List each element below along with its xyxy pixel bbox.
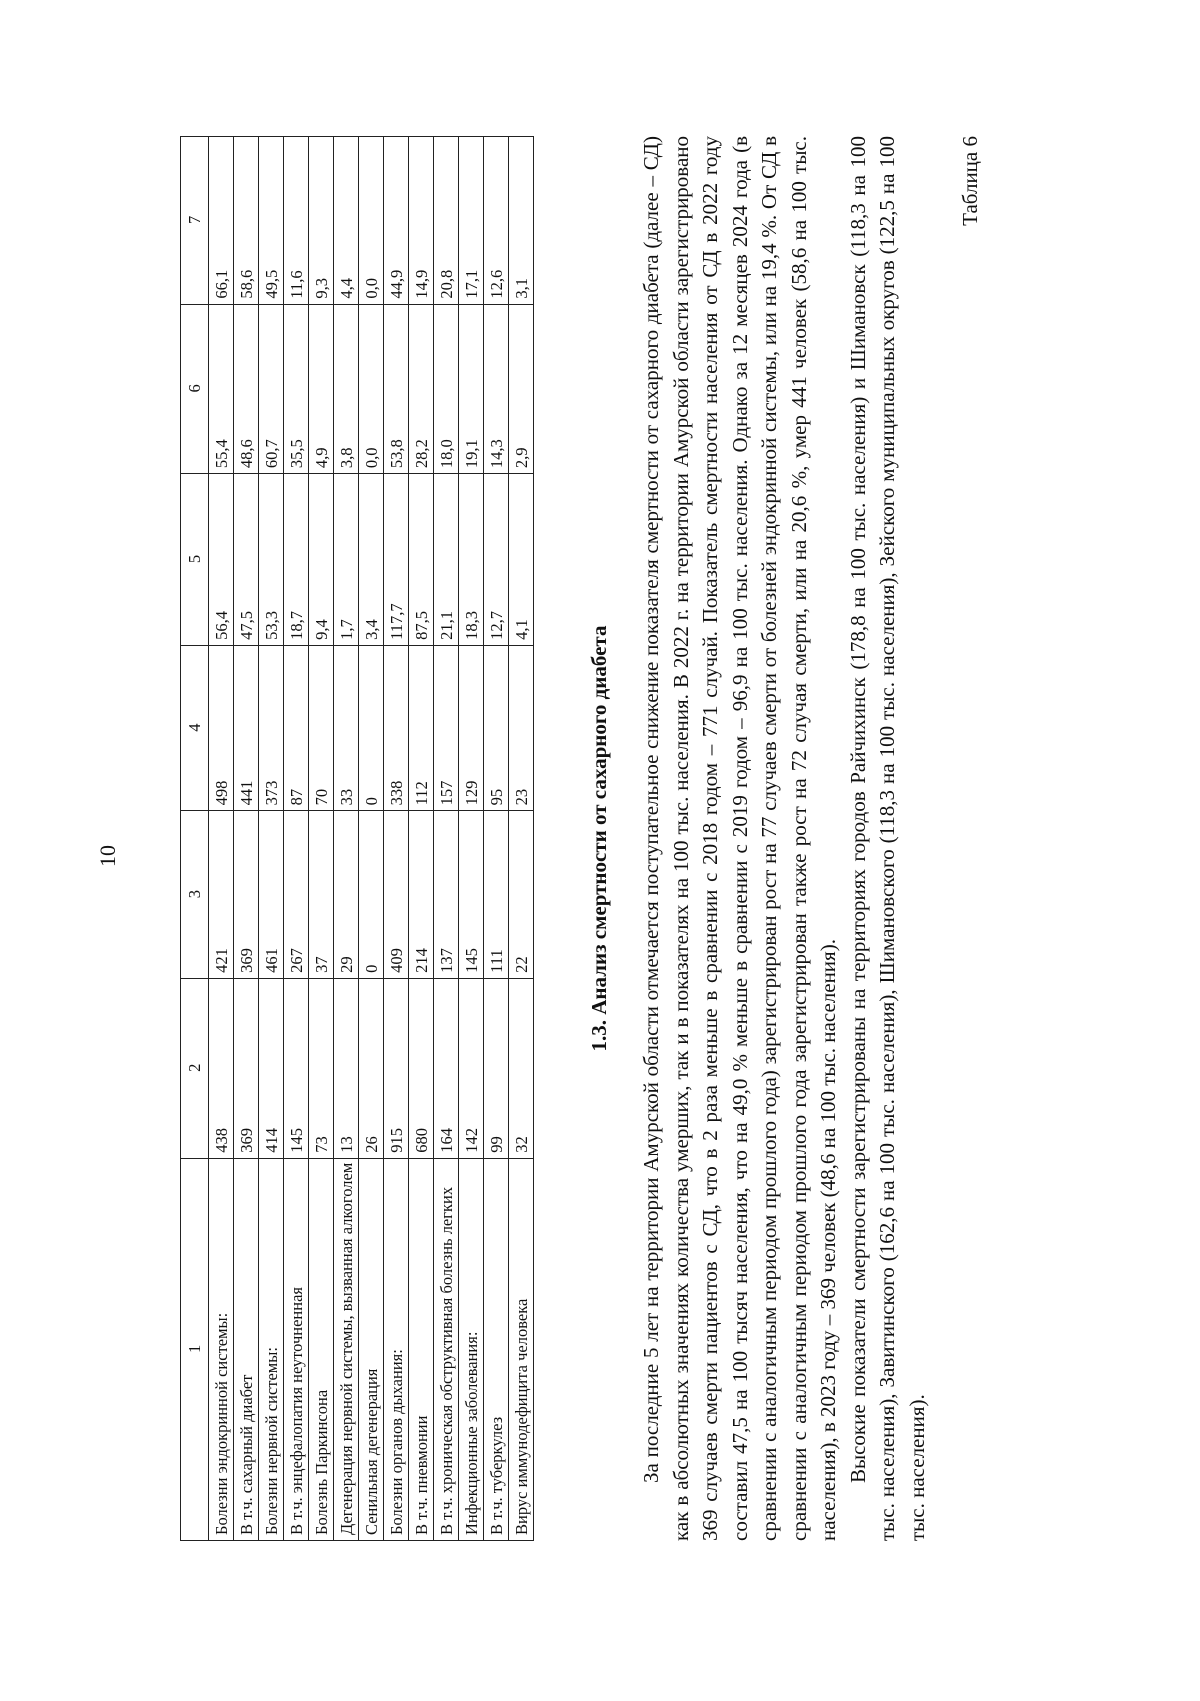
value-cell: 4,9 xyxy=(309,304,334,474)
value-cell: 44,9 xyxy=(384,137,409,305)
table-row xyxy=(484,137,509,1541)
value-cell: 267 xyxy=(284,811,309,978)
value-cell: 9,4 xyxy=(309,474,334,646)
value-cell: 461 xyxy=(259,811,284,978)
value-cell: 117,7 xyxy=(384,474,409,646)
value-cell: 373 xyxy=(259,645,284,811)
row-label-cell: В т.ч. хроническая обструктивная болезнь легких xyxy=(434,1158,459,1540)
value-cell: 164 xyxy=(434,978,459,1158)
row-label-cell: Вирус иммунодефицита человека xyxy=(509,1158,534,1540)
value-cell: 14,3 xyxy=(484,304,509,474)
value-cell: 55,4 xyxy=(209,304,234,474)
value-cell: 66,1 xyxy=(209,137,234,305)
value-cell: 142 xyxy=(459,978,484,1158)
value-cell: 157 xyxy=(434,645,459,811)
value-cell: 498 xyxy=(209,645,234,811)
column-header: 1 xyxy=(181,1158,209,1540)
value-cell: 0,0 xyxy=(359,137,384,305)
value-cell: 47,5 xyxy=(234,474,259,646)
paragraph: Высокие показатели смертности зарегистрированы на территориях городов Райчихинск (178,8 на 100 тыс. населения) и Шимановск (118,3 на 100 тыс. населения), Завитинского (162,6 на 100 тыс. населения), Шимановского (118,3 на 100 тыс. населения), Зейского муниципальных округов (122,5 на 100 тыс. населения). xyxy=(845,136,929,1541)
value-cell: 9,3 xyxy=(309,137,334,305)
value-cell: 35,5 xyxy=(284,304,309,474)
value-cell: 28,2 xyxy=(409,304,434,474)
value-cell: 17,1 xyxy=(459,137,484,305)
value-cell: 18,7 xyxy=(284,474,309,646)
body-text xyxy=(637,136,932,1541)
paragraph: За последние 5 лет на территории Амурской области отмечается поступательное снижение показателя смертности от сахарного диабета (далее – СД) как в абсолютных значениях количества умерших, так и в показателях на 100 тыс. населения. В 2022 г. на территории Амурской области зарегистрировано 369 случаев смерти пациентов с СД, что в 2 раза меньше в сравнении с 2018 годом – 771 случай. Показатель смертности населения от СД в 2022 году составил 47,5 на 100 тысяч населения, что на 49,0 % меньше в сравнении с 2019 годом – 96,9 на 100 тыс. населения. Однако за 12 месяцев 2024 года (в сравнении с аналогичным периодом прошлого года) зарегистрирован рост на 77 случаев смерти от болезней эндокринной системы, или на 19,4 %. От СД в сравнении с аналогичным периодом прошлого года зарегистрирован также рост на 72 случая смерти, или на 20,6 %, умер 441 человек (58,6 на 100 тыс. населения), в 2023 году – 369 человек (48,6 на 100 тыс. населения). xyxy=(639,136,840,1541)
mortality-table xyxy=(180,136,534,1541)
value-cell: 58,6 xyxy=(234,137,259,305)
value-cell: 409 xyxy=(384,811,409,978)
value-cell: 11,6 xyxy=(284,137,309,305)
table-row xyxy=(259,137,284,1541)
value-cell: 441 xyxy=(234,645,259,811)
table-header-row xyxy=(181,137,209,1541)
row-label-cell: В т.ч. туберкулез xyxy=(484,1158,509,1540)
value-cell: 21,1 xyxy=(434,474,459,646)
value-cell: 438 xyxy=(209,978,234,1158)
value-cell: 0 xyxy=(359,645,384,811)
table-row xyxy=(459,137,484,1541)
value-cell: 53,3 xyxy=(259,474,284,646)
value-cell: 99 xyxy=(484,978,509,1158)
table-body xyxy=(209,137,534,1541)
value-cell: 145 xyxy=(284,978,309,1158)
row-label-cell: Болезнь Паркинсона xyxy=(309,1158,334,1540)
value-cell: 87,5 xyxy=(409,474,434,646)
value-cell: 129 xyxy=(459,645,484,811)
row-label-cell: В т.ч. энцефалопатия неуточненная xyxy=(284,1158,309,1540)
value-cell: 20,8 xyxy=(434,137,459,305)
row-label-cell: Дегенерация нервной системы, вызванная алкоголем xyxy=(334,1158,359,1540)
table-row xyxy=(284,137,309,1541)
value-cell: 111 xyxy=(484,811,509,978)
row-label-cell: Болезни эндокринной системы: xyxy=(209,1158,234,1540)
table-row xyxy=(384,137,409,1541)
value-cell: 26 xyxy=(359,978,384,1158)
table-row xyxy=(234,137,259,1541)
value-cell: 369 xyxy=(234,811,259,978)
column-header: 7 xyxy=(181,137,209,305)
column-header: 3 xyxy=(181,811,209,978)
value-cell: 19,1 xyxy=(459,304,484,474)
value-cell: 4,1 xyxy=(509,474,534,646)
row-label-cell: Болезни нервной системы: xyxy=(259,1158,284,1540)
value-cell: 95 xyxy=(484,645,509,811)
value-cell: 2,9 xyxy=(509,304,534,474)
value-cell: 14,9 xyxy=(409,137,434,305)
value-cell: 33 xyxy=(334,645,359,811)
value-cell: 4,4 xyxy=(334,137,359,305)
column-header: 2 xyxy=(181,978,209,1158)
table-caption: Таблица 6 xyxy=(958,136,982,226)
value-cell: 12,7 xyxy=(484,474,509,646)
row-label-cell: Инфекционные заболевания: xyxy=(459,1158,484,1540)
value-cell: 49,5 xyxy=(259,137,284,305)
row-label-cell: В т.ч. пневмонии xyxy=(409,1158,434,1540)
value-cell: 18,0 xyxy=(434,304,459,474)
value-cell: 87 xyxy=(284,645,309,811)
value-cell: 414 xyxy=(259,978,284,1158)
value-cell: 60,7 xyxy=(259,304,284,474)
value-cell: 0,0 xyxy=(359,304,384,474)
column-header: 6 xyxy=(181,304,209,474)
value-cell: 214 xyxy=(409,811,434,978)
table-row xyxy=(309,137,334,1541)
value-cell: 18,3 xyxy=(459,474,484,646)
value-cell: 680 xyxy=(409,978,434,1158)
value-cell: 56,4 xyxy=(209,474,234,646)
value-cell: 32 xyxy=(509,978,534,1158)
column-header: 4 xyxy=(181,645,209,811)
table-row xyxy=(409,137,434,1541)
value-cell: 137 xyxy=(434,811,459,978)
value-cell: 3,4 xyxy=(359,474,384,646)
value-cell: 112 xyxy=(409,645,434,811)
value-cell: 915 xyxy=(384,978,409,1158)
value-cell: 22 xyxy=(509,811,534,978)
value-cell: 53,8 xyxy=(384,304,409,474)
row-label-cell: Болезни органов дыхания: xyxy=(384,1158,409,1540)
value-cell: 421 xyxy=(209,811,234,978)
section-heading: 1.3. Анализ смертности от сахарного диабета xyxy=(587,625,611,1052)
value-cell: 73 xyxy=(309,978,334,1158)
table-row xyxy=(434,137,459,1541)
table-row xyxy=(359,137,384,1541)
value-cell: 1,7 xyxy=(334,474,359,646)
value-cell: 37 xyxy=(309,811,334,978)
column-header: 5 xyxy=(181,474,209,646)
row-label-cell: Сенильная дегенерация xyxy=(359,1158,384,1540)
value-cell: 29 xyxy=(334,811,359,978)
value-cell: 70 xyxy=(309,645,334,811)
value-cell: 0 xyxy=(359,811,384,978)
table-row xyxy=(509,137,534,1541)
value-cell: 338 xyxy=(384,645,409,811)
value-cell: 145 xyxy=(459,811,484,978)
value-cell: 48,6 xyxy=(234,304,259,474)
value-cell: 369 xyxy=(234,978,259,1158)
table-row xyxy=(334,137,359,1541)
value-cell: 23 xyxy=(509,645,534,811)
value-cell: 3,8 xyxy=(334,304,359,474)
value-cell: 13 xyxy=(334,978,359,1158)
page-number: 10 xyxy=(95,845,120,867)
table-row xyxy=(209,137,234,1541)
row-label-cell: В т.ч. сахарный диабет xyxy=(234,1158,259,1540)
value-cell: 12,6 xyxy=(484,137,509,305)
value-cell: 3,1 xyxy=(509,137,534,305)
